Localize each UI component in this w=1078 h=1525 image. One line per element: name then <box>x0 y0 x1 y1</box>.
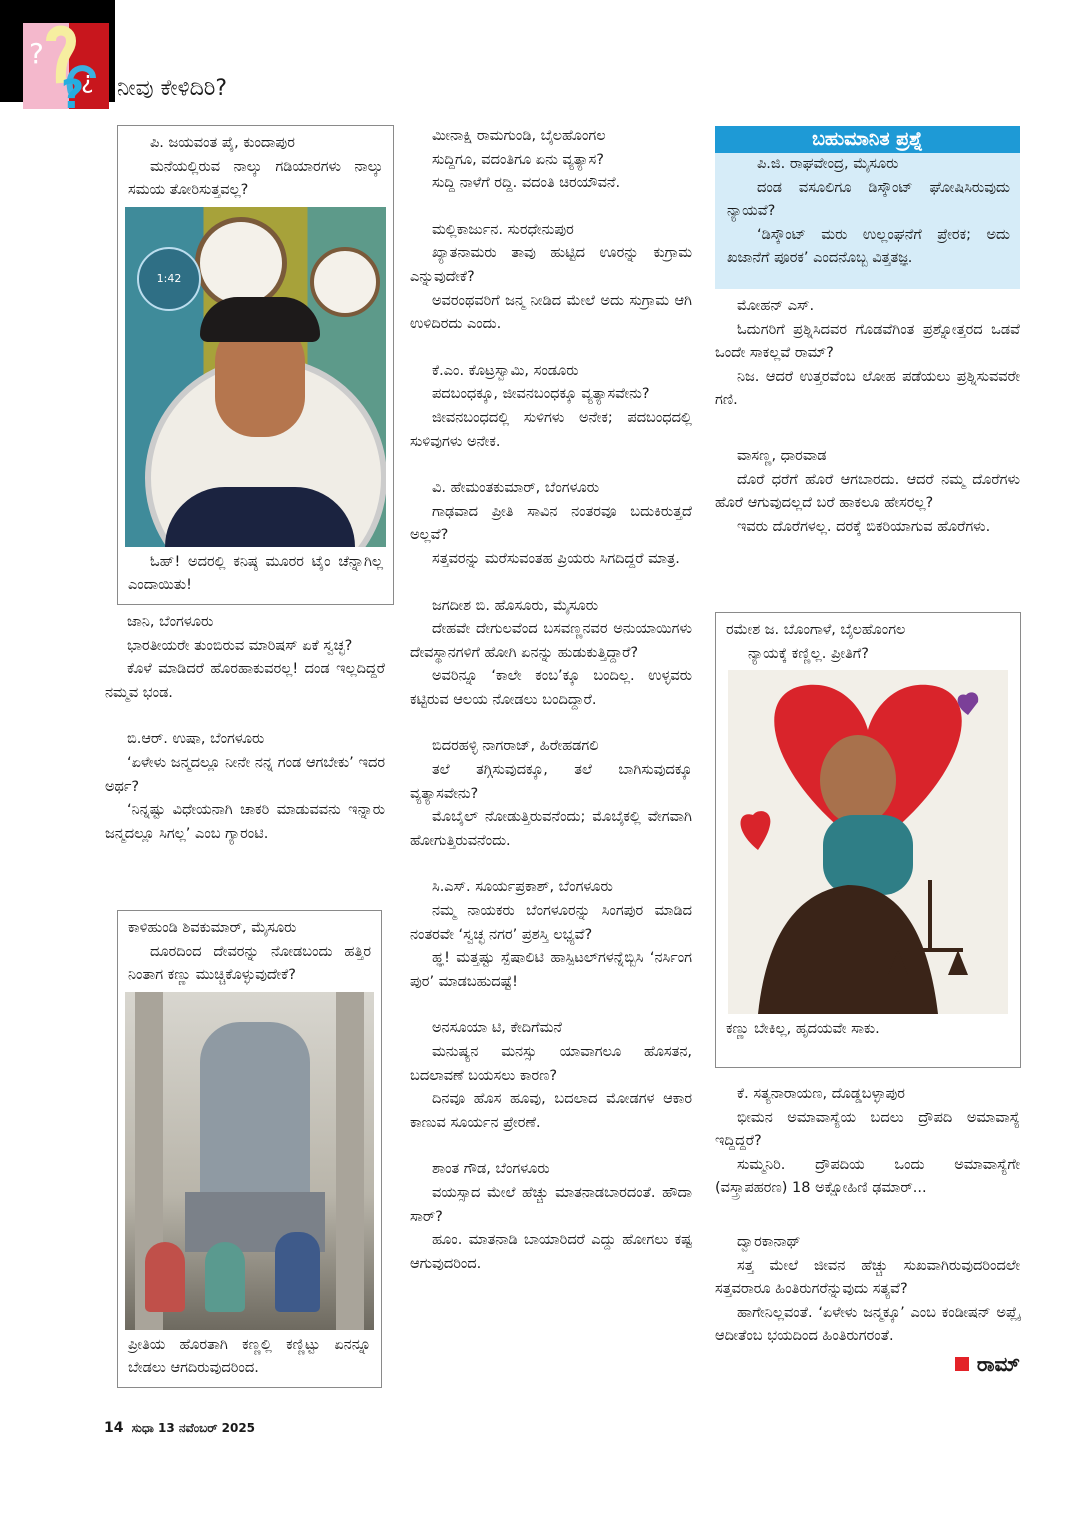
column-1 <box>105 125 385 869</box>
qa-name: ಕೆ.ಎಂ. ಕೊಟ್ರಸ್ವಾಮಿ, ಸಂಡೂರು <box>432 362 579 379</box>
digital-clock: 1:42 <box>137 247 201 311</box>
qa-answer: ನಿಜ. ಆದರೆ ಉತ್ತರವೆಂಬ ಲೋಹ ಪಡೆಯಲು ಪ್ರಶ್ನಿಸುವವರೇ ಗಣಿ. <box>715 368 1020 409</box>
signature-text: ರಾಮ್ <box>976 1351 1020 1376</box>
qa-answer: ಓಹ್! ಅದರಲ್ಲಿ ಕನಿಷ್ಠ ಮೂರರ ಟೈಂ ಚೆನ್ನಾಗಿಲ್ಲ ಎಂದಾಯಿತು! <box>128 553 383 594</box>
qa-item <box>410 125 692 196</box>
svg-text:?: ? <box>29 37 44 70</box>
justice-love-illustration <box>728 670 1008 1014</box>
qa-question: ಓದುಗರಿಗೆ ಪ್ರಶ್ನಿಸಿದವರ ಗೊಡವೆಗಿಂತ ಪ್ರಶ್ನೋತ್ತರದ ಒಡವೆ ಒಂದೇ ಸಾಕಲ್ಲವೆ ರಾಮ್? <box>715 321 1020 362</box>
qa-name: ಸಿ.ಎಸ್. ಸೂರ್ಯಪ್ರಕಾಶ್, ಬೆಂಗಳೂರು <box>432 879 613 896</box>
qa-answer: ‘ನಿನ್ನಷ್ಟು ವಿಧೇಯನಾಗಿ ಚಾಕರಿ ಮಾಡುವವನು ಇನ್ನಾರು ಜನ್ಮದಲ್ಲೂ ಸಿಗಲ್ಲ’ ಎಂಬ ಗ್ಯಾರಂಟಿ. <box>105 802 385 842</box>
qa-answer: ಹಾಗೇನಿಲ್ಲವಂತೆ. ‘ಏಳೇಳು ಜನ್ಮಕ್ಕೂ’ ಎಂಬ ಕಂಡೀಷನ್ ಅಪ್ಲೈ ಆದೀತೆಂಬ ಭಯದಿಂದ ಹಿಂತಿರುಗರಂತೆ. <box>715 1304 1020 1345</box>
qa-box-justice <box>715 612 1021 1068</box>
qa-item <box>410 1158 692 1276</box>
question-marks-logo <box>23 23 109 109</box>
svg-text:¿: ¿ <box>81 66 94 94</box>
qa-item <box>410 219 692 337</box>
qa-name: ಕಾಳಿಹುಂಡಿ ಶಿವಕುಮಾರ್, ಮೈಸೂರು <box>128 920 297 936</box>
qa-question: ಮನೆಯಲ್ಲಿರುವ ನಾಲ್ಕು ಗಡಿಯಾರಗಳು ನಾಲ್ಕು ಸಮಯ ತೋರಿಸುತ್ತವಲ್ಲ? <box>128 158 383 199</box>
qa-name: ಬಿದರಹಳ್ಳಿ ನಾಗರಾಜ್, ಹಿರೇಹಡಗಲಿ <box>432 738 599 755</box>
qa-answer: ಹೂಂ. ಮಾತನಾಡಿ ಬಾಯಾರಿದರೆ ಎದ್ದು ಹೋಗಲು ಕಷ್ಟ ಆಗುವುದರಿಂದ. <box>410 1232 692 1272</box>
qa-question: ದೊರೆ ಧರೆಗೆ ಹೊರೆ ಆಗಬಾರದು. ಆದರೆ ನಮ್ಮ ದೊರೆಗಳು ಹೊರೆ ಆಗುವುದಲ್ಲದೆ ಬರೆ ಹಾಕಲೂ ಹೇಸರಲ್ಲ? <box>715 471 1020 512</box>
qa-question: ದಂಡ ವಸೂಲಿಗೂ ಡಿಸ್ಕೌಂಟ್ ಘೋಷಿಸಿರುವುದು ನ್ಯಾಯವೆ? <box>727 179 1010 220</box>
qa-name: ಕೆ. ಸತ್ಯನಾರಾಯಣ, ದೊಡ್ಡಬಳ್ಳಾಪುರ <box>737 1086 905 1102</box>
qa-question: ದೇಹವೇ ದೇಗುಲವೆಂದ ಬಸವಣ್ಣನವರ ಅನುಯಾಯಿಗಳು ದೇವಸ್ಥಾನಗಳಿಗೆ ಹೋಗಿ ಏನನ್ನು ಹುಡುಕುತ್ತಿದ್ದಾರೆ? <box>410 621 692 661</box>
qa-item <box>410 876 692 994</box>
qa-question: ಸುದ್ದಿಗೂ, ವದಂತಿಗೂ ಏನು ವ್ಯತ್ಯಾಸ? <box>432 151 604 168</box>
qa-item <box>410 360 692 454</box>
qa-answer: ಕೊಳೆ ಮಾಡಿದರೆ ಹೊರಹಾಕುವರಲ್ಲ! ದಂಡ ಇಲ್ಲದಿದ್ದರೆ ನಮ್ಮವ ಭಂಡ. <box>105 661 385 701</box>
qa-item <box>410 477 692 571</box>
page-number: 14 <box>104 1420 124 1436</box>
qa-question: ತಲೆ ತಗ್ಗಿಸುವುದಕ್ಕೂ, ತಲೆ ಬಾಗಿಸುವುದಕ್ಕೂ ವ್ಯತ್ಯಾಸವೇನು? <box>410 762 692 802</box>
qa-item <box>410 735 692 853</box>
page-footer <box>104 1420 255 1436</box>
featured-question-box <box>715 126 1020 289</box>
qa-item <box>715 445 1020 539</box>
qa-question: ಪದಬಂಧಕ್ಕೂ, ಜೀವನಬಂಧಕ್ಕೂ ವ್ಯತ್ಯಾಸವೇನು? <box>432 386 650 403</box>
qa-question: ಭಾರತೀಯರೇ ತುಂಬಿರುವ ಮಾರಿಷಸ್ ಏಕೆ ಸ್ವಚ್ಛ? <box>127 637 353 654</box>
qa-name: ವಾಸಣ್ಣ, ಧಾರವಾಡ <box>737 447 827 464</box>
qa-item <box>410 1017 692 1135</box>
qa-name: ರಮೇಶ ಜ. ಬೊಂಗಾಳೆ, ಬೈಲಹೊಂಗಲ <box>726 622 906 638</box>
qa-item <box>715 1231 1020 1349</box>
qa-question: ಮನುಷ್ಯನ ಮನಸ್ಸು ಯಾವಾಗಲೂ ಹೊಸತನ, ಬದಲಾವಣೆ ಬಯಸಲು ಕಾರಣ? <box>410 1044 692 1084</box>
qa-question: ನಮ್ಮ ನಾಯಕರು ಬೆಂಗಳೂರನ್ನು ಸಿಂಗಪುರ ಮಾಡಿದ ನಂತರವೇ ‘ಸ್ವಚ್ಛ ನಗರ’ ಪ್ರಶಸ್ತಿ ಲಭ್ಯವೆ? <box>410 903 692 943</box>
qa-name: ಶಾಂತ ಗೌಡ, ಬೆಂಗಳೂರು <box>432 1161 550 1178</box>
qa-answer: ಜೀವನಬಂಧದಲ್ಲಿ ಸುಳಿಗಳು ಅನೇಕ; ಪದಬಂಧದಲ್ಲಿ ಸುಳಿವುಗಳು ಅನೇಕ. <box>410 409 692 450</box>
qa-answer: ಅವರಿನ್ನೂ ‘ಕಾಲೇ ಕಂಬ’ಕ್ಕೂ ಬಂದಿಲ್ಲ. ಉಳ್ಳವರು ಕಟ್ಟಿರುವ ಆಲಯ ನೋಡಲು ಬಂದಿದ್ದಾರೆ. <box>410 668 692 708</box>
qa-question: ವಯಸ್ಸಾದ ಮೇಲೆ ಹೆಚ್ಚು ಮಾತನಾಡಬಾರದಂತೆ. ಹೌದಾ ಸಾರ್? <box>410 1184 692 1225</box>
issue-date: 13 ನವೆಂಬರ್ 2025 <box>158 1421 256 1435</box>
qa-name: ಅನಸೂಯಾ ಟಿ, ಕೇದಿಗೆಮನೆ <box>432 1020 563 1037</box>
qa-answer: ಸತ್ತವರನ್ನು ಮರೆಸುವಂತಹ ಪ್ರಿಯರು ಸಿಗದಿದ್ದರೆ ಮಾತ್ರ. <box>432 550 680 567</box>
svg-text:?: ? <box>61 72 85 109</box>
qa-question: ಸತ್ತ ಮೇಲೆ ಜೀವನ ಹೆಚ್ಚು ಸುಖವಾಗಿರುವುದರಿಂದಲೇ ಸತ್ತವರಾರೂ ಹಿಂತಿರುಗರೆನ್ನುವುದು ಸತ್ಯವೆ? <box>715 1257 1020 1298</box>
qa-question: ‘ಏಳೇಳು ಜನ್ಮದಲ್ಲೂ ನೀನೇ ನನ್ನ ಗಂಡ ಆಗಬೇಕು’ ಇದರ ಅರ್ಥ? <box>105 754 385 795</box>
page-title: ನೀವು ಕೇಳಿದಿರಿ? <box>117 76 228 101</box>
qa-item <box>715 295 1020 413</box>
column-3 <box>715 126 1020 549</box>
qa-answer: ಪ್ರೀತಿಯ ಹೊರತಾಗಿ ಕಣ್ಣಲ್ಲಿ ಕಣ್ಣಿಟ್ಟು ಏನನ್ನೂ ಬೇಡಲು ಆಗದಿರುವುದರಿಂದ. <box>128 1336 371 1377</box>
qa-item <box>105 728 385 846</box>
qa-question: ಭೀಮನ ಅಮಾವಾಸ್ಯೆಯ ಬದಲು ದ್ರೌಪದಿ ಅಮಾವಾಸ್ಯೆ ಇದ್ದಿದ್ದರೆ? <box>715 1109 1020 1150</box>
author-signature <box>715 1353 1020 1377</box>
qa-answer: ದಿನವೂ ಹೊಸ ಹೂವು, ಬದಲಾದ ಮೋಡಗಳ ಆಕಾರ ಕಾಣುವ ಸೂರ್ಯನ ಪ್ರೇರಣೆ. <box>410 1091 692 1131</box>
column-3-bottom <box>715 1083 1020 1377</box>
qa-question: ನ್ಯಾಯಕ್ಕೆ ಕಣ್ಣಿಲ್ಲ. ಪ್ರೀತಿಗೆ? <box>748 645 869 662</box>
featured-heading: ಬಹುಮಾನಿತ ಪ್ರಶ್ನೆ <box>715 126 1020 153</box>
qa-question: ಗಾಢವಾದ ಪ್ರೀತಿ ಸಾವಿನ ನಂತರವೂ ಬದುಕಿರುತ್ತದೆ ಅಲ್ಲವೆ? <box>410 503 692 544</box>
qa-item <box>410 595 692 713</box>
magazine-name: ಸುಧಾ <box>131 1421 154 1435</box>
qa-answer: ಕಣ್ಣು ಬೇಕಿಲ್ಲ, ಹೃದಯವೇ ಸಾಕು. <box>726 1021 880 1038</box>
qa-answer: ಸುದ್ದಿ ನಾಳೆಗೆ ರದ್ದಿ. ವದಂತಿ ಚಿರಯೌವನೆ. <box>432 175 621 192</box>
qa-item <box>105 611 385 705</box>
qa-name: ಜಾನಿ, ಬೆಂಗಳೂರು <box>127 613 214 630</box>
qa-item <box>715 1083 1020 1201</box>
qa-name: ಬಿ.ಆರ್. ಉಷಾ, ಬೆಂಗಳೂರು <box>127 731 265 748</box>
qa-name: ವಿ. ಹೇಮಂತಕುಮಾರ್, ಬೆಂಗಳೂರು <box>432 480 600 497</box>
qa-answer: ‘ಡಿಸ್ಕೌಂಟ್ ಮರು ಉಲ್ಲಂಘನೆಗೆ ಪ್ರೇರಕ; ಅದು ಖಜಾನೆಗೆ ಪೂರಕ’ ಎಂದನೊಬ್ಬ ವಿತ್ತತಜ್ಞ. <box>727 226 1010 267</box>
qa-answer: ಅವರಂಥವರಿಗೆ ಜನ್ಮ ನೀಡಿದ ಮೇಲೆ ಅದು ಸುಗ್ರಾಮ ಆಗಿ ಉಳಿದಿರದು ಎಂದು. <box>410 292 692 333</box>
qa-name: ಮಲ್ಲಿಕಾರ್ಜುನ. ಸುರಧೇನುಪುರ <box>432 221 574 238</box>
column-2 <box>410 125 692 1299</box>
qa-answer: ಮೊಬೈಲ್ ನೋಡುತ್ತಿರುವನೆಂದು; ಮೊಬೈಕಲ್ಲಿ ವೇಗವಾಗಿ ಹೋಗುತ್ತಿರುವನೆಂದು. <box>410 809 692 849</box>
qa-name: ಮೀನಾಕ್ಷಿ ರಾಮಗುಂಡಿ, ಬೈಲಹೊಂಗಲ <box>432 128 606 144</box>
signature-square-icon <box>955 1357 969 1371</box>
qa-name: ದ್ವಾರಕಾನಾಥ್ <box>737 1233 801 1250</box>
qa-name: ಪಿ. ಜಯವಂತ ಪೈ, ಕುಂದಾಪುರ <box>150 135 295 151</box>
qa-box-temple <box>117 910 382 1388</box>
qa-question: ದೂರದಿಂದ ದೇವರನ್ನು ನೋಡಬಂದು ಹತ್ತಿರ ನಿಂತಾಗ ಕಣ್ಣು ಮುಚ್ಚಿಕೊಳ್ಳುವುದೇಕೆ? <box>128 943 371 984</box>
qa-box-clocks <box>117 125 394 605</box>
temple-prayer-illustration <box>125 992 374 1330</box>
qa-name: ಮೋಹನ್ ಎಸ್. <box>737 297 815 314</box>
qa-question: ಖ್ಯಾತನಾಮರು ತಾವು ಹುಟ್ಟಿದ ಊರನ್ನು ಕುಗ್ರಾಮ ಎನ್ನುವುದೇಕೆ? <box>410 245 692 285</box>
qa-name: ಜಗದೀಶ ಬಿ. ಹೊಸೂರು, ಮೈಸೂರು <box>432 597 599 614</box>
clocks-illustration <box>125 207 386 547</box>
qa-answer: ಇವರು ದೊರೆಗಳಲ್ಲ. ದರಕ್ಕೆ ಬಿಕರಿಯಾಗುವ ಹೊರೆಗಳು. <box>737 518 991 535</box>
qa-name: ಪಿ.ಜಿ. ರಾಘವೇಂದ್ರ, ಮೈಸೂರು <box>757 156 899 172</box>
qa-answer: ಹ್ಞ! ಮತ್ತಷ್ಟು ಸ್ಪೆಷಾಲಿಟಿ ಹಾಸ್ಪಿಟಲ್‌ಗಳನ್ನೆಬ್ಬಿಸಿ ‘ನರ್ಸಿಂಗ ಪುರ’ ಮಾಡಬಹುದಷ್ಟೆ! <box>410 950 692 990</box>
qa-answer: ಸುಮ್ಮನಿರಿ. ದ್ರೌಪದಿಯ ಒಂದು ಅಮಾವಾಸ್ಯೆಗೇ (ವಸ್ತ್ರಾಪಹರಣ) 18 ಅಕ್ಷೋಹಿಣಿ ಢಮಾರ್... <box>715 1156 1020 1197</box>
